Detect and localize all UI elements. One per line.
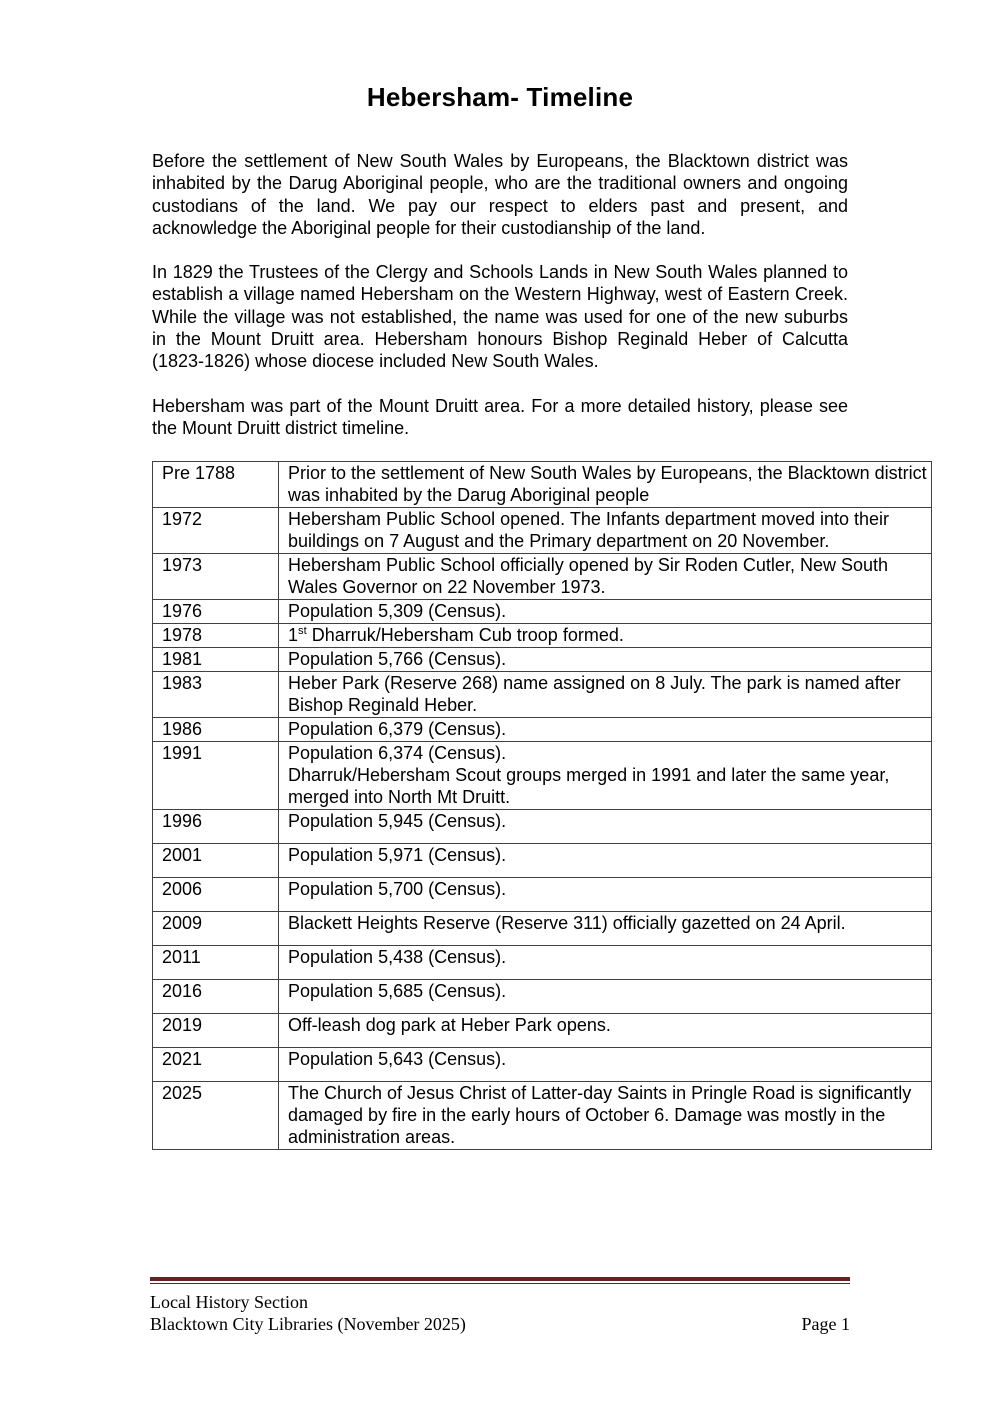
table-row — [153, 946, 932, 980]
table-row — [153, 718, 932, 742]
year-cell: 2019 — [153, 1014, 279, 1048]
intro-paragraph-history: In 1829 the Trustees of the Clergy and Schools Lands in New South Wales planned to establish a village named Hebersham on the Western Highway, west of Eastern Creek. While the village was not established, the name was used for one of the new suburbs in the Mount Druitt area. Hebersham honours Bishop Reginald Heber of Calcutta (1823-1826) whose diocese included New South Wales. — [152, 262, 848, 372]
footer-rule — [150, 1277, 850, 1284]
page-number: Page 1 — [801, 1314, 850, 1334]
table-row — [153, 912, 932, 946]
timeline-table — [152, 461, 932, 1150]
year-cell: 2006 — [153, 878, 279, 912]
event-cell: Population 5,438 (Census). — [279, 946, 932, 980]
year-cell: 2021 — [153, 1048, 279, 1082]
document-title: Hebersham- Timeline — [366, 82, 634, 112]
table-row — [153, 462, 932, 508]
event-cell: Population 5,700 (Census). — [279, 878, 932, 912]
footer-bottom-row — [150, 1313, 850, 1335]
year-cell: 1981 — [153, 648, 279, 672]
event-cell: Population 5,643 (Census). — [279, 1048, 932, 1082]
event-cell: Hebersham Public School opened. The Infants department moved into their buildings on 7 August and the Primary department on 20 November. — [279, 508, 932, 554]
table-row — [153, 844, 932, 878]
year-cell: 2011 — [153, 946, 279, 980]
table-row — [153, 672, 932, 718]
event-cell: Population 5,685 (Census). — [279, 980, 932, 1014]
event-cell: Off-leash dog park at Heber Park opens. — [279, 1014, 932, 1048]
event-cell: Population 5,971 (Census). — [279, 844, 932, 878]
year-cell: 1976 — [153, 600, 279, 624]
intro-paragraph-reference: Hebersham was part of the Mount Druitt area. For a more detailed history, please see the Mount Druitt district timeline. — [152, 395, 848, 438]
table-row — [153, 554, 932, 600]
year-cell: 1978 — [153, 624, 279, 648]
year-cell: 2016 — [153, 980, 279, 1014]
footer-library-label: Blacktown City Libraries (November 2025) — [150, 1314, 466, 1334]
event-cell: Prior to the settlement of New South Wales by Europeans, the Blacktown district was inhabited by the Darug Aboriginal people — [279, 462, 932, 508]
year-cell: 1972 — [153, 508, 279, 554]
event-cell: Population 5,309 (Census). — [279, 600, 932, 624]
event-cell: 1st Dharruk/Hebersham Cub troop formed. — [279, 624, 932, 648]
year-cell: Pre 1788 — [153, 462, 279, 508]
event-cell: Heber Park (Reserve 268) name assigned on 8 July. The park is named after Bishop Reginald Heber. — [279, 672, 932, 718]
table-row — [153, 742, 932, 810]
year-cell: 1996 — [153, 810, 279, 844]
year-cell: 1973 — [153, 554, 279, 600]
footer-section-label: Local History Section — [150, 1292, 308, 1312]
table-row — [153, 1082, 932, 1150]
year-cell: 1983 — [153, 672, 279, 718]
year-cell: 2001 — [153, 844, 279, 878]
timeline-table-body — [153, 462, 932, 1150]
event-cell: Population 6,374 (Census). Dharruk/Hebersham Scout groups merged in 1991 and later the same year, merged into North Mt Druitt. — [279, 742, 932, 810]
event-cell: Blackett Heights Reserve (Reserve 311) officially gazetted on 24 April. — [279, 912, 932, 946]
year-cell: 1986 — [153, 718, 279, 742]
table-row — [153, 980, 932, 1014]
table-row — [153, 1014, 932, 1048]
page-footer — [150, 1277, 850, 1335]
event-cell: Population 5,945 (Census). — [279, 810, 932, 844]
event-cell: Population 6,379 (Census). — [279, 718, 932, 742]
table-row — [153, 810, 932, 844]
table-row — [153, 600, 932, 624]
table-row — [153, 624, 932, 648]
event-cell: Hebersham Public School officially opened by Sir Roden Cutler, New South Wales Governor on 22 November 1973. — [279, 554, 932, 600]
year-cell: 2025 — [153, 1082, 279, 1150]
event-cell: The Church of Jesus Christ of Latter-day Saints in Pringle Road is significantly damaged by fire in the early hours of October 6. Damage was mostly in the administration areas. — [279, 1082, 932, 1150]
table-row — [153, 878, 932, 912]
table-row — [153, 1048, 932, 1082]
year-cell: 2009 — [153, 912, 279, 946]
table-row — [153, 508, 932, 554]
year-cell: 1991 — [153, 742, 279, 810]
event-cell: Population 5,766 (Census). — [279, 648, 932, 672]
document-content — [152, 82, 927, 1150]
intro-paragraph-acknowledgement: Before the settlement of New South Wales by Europeans, the Blacktown district was inhabited by the Darug Aboriginal people, who are the traditional owners and ongoing custodians of the land. We pay our respect to elders past and present, and acknowledge the Aboriginal people for their custodianship of the land. — [152, 151, 848, 238]
table-row — [153, 648, 932, 672]
